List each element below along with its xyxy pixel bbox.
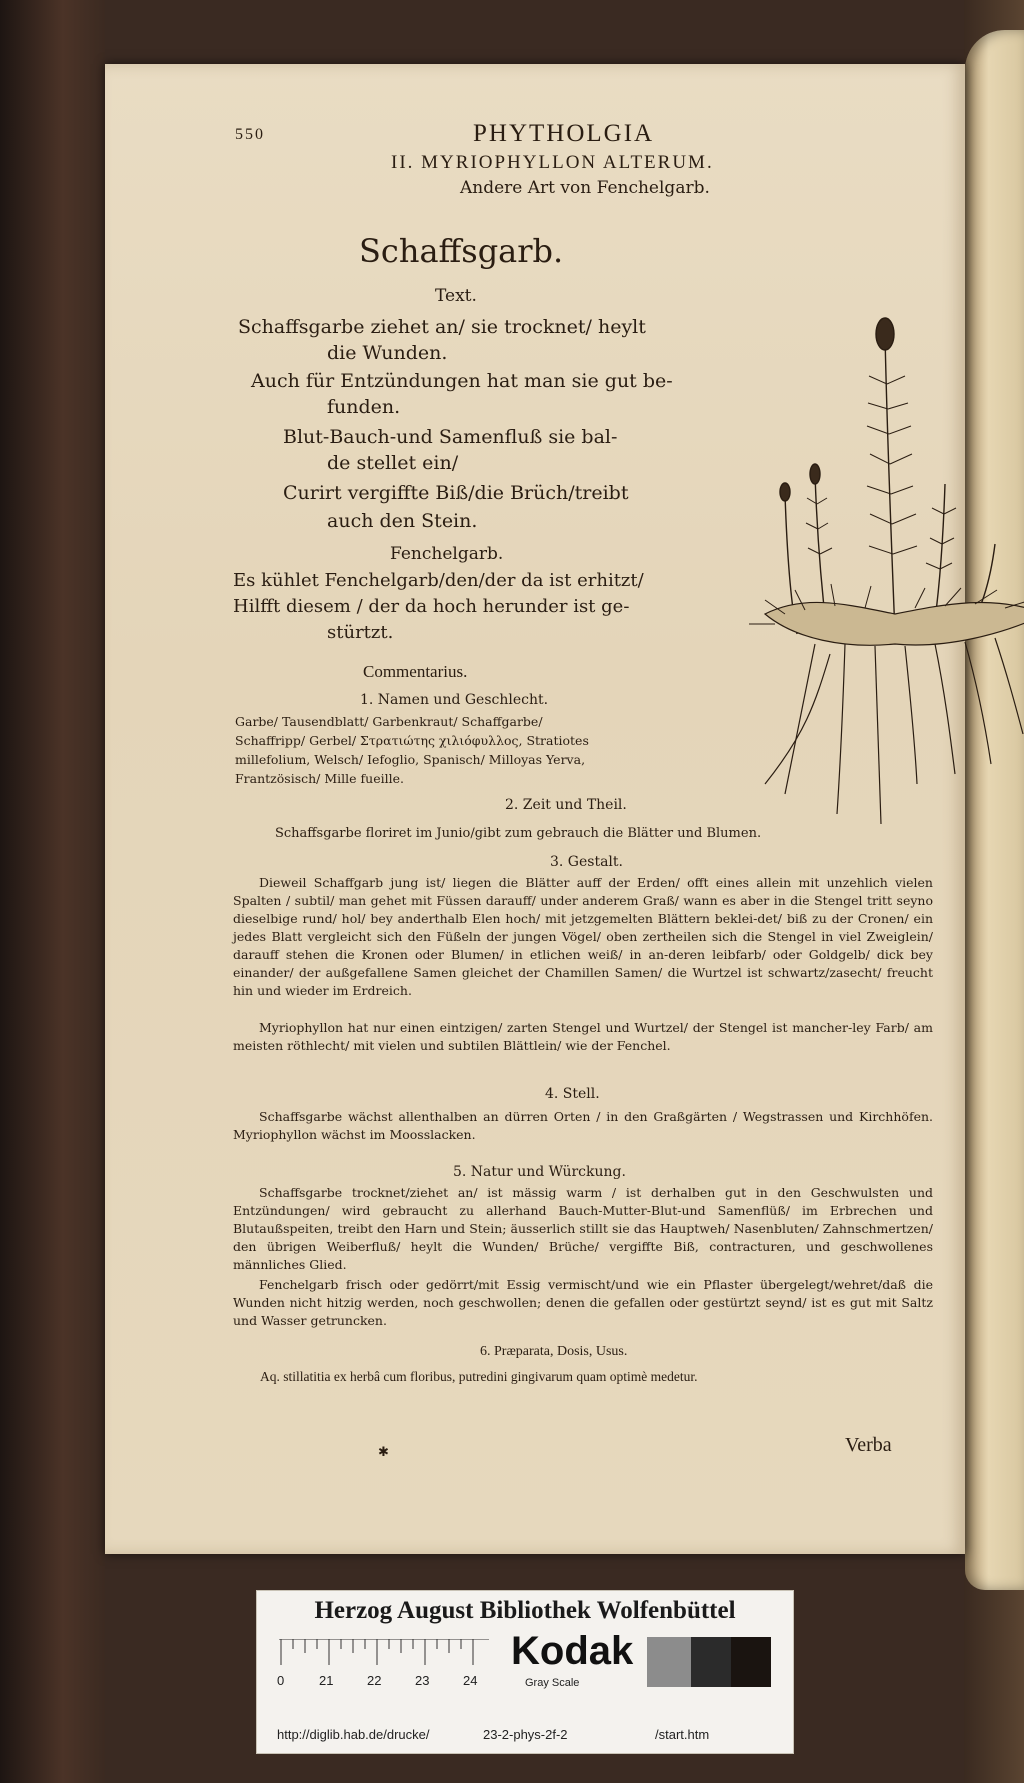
section-paragraph: Dieweil Schaffgarb jung ist/ liegen die Blätter auff der Erden/ offt eines allein mit unzehlich vielen Spalten / subtil/ man gehet mit Füssen darauff/ under anderem Graß/ wann es aber in die Stengel tritt seyno dieselbige rund/ hol/ bey anderthalb Elen hoch/ mit jetzgemelten Blättern beklei-det/ biß zu der Cronen/ ein jedes Blatt vergleicht sich den Füßeln der jungen Vögel/ oben zertheilen sich die Stengel in viel Zweiglein/ darauff stehen die Kronen oder Blumen/ in etlichen weiß/ in an-deren leibfarb/ oder Goldgelb/ dick bey einander/ der außgefallene Samen gleichet der Chamillen Samen/ die Wurtzel ist schwartz/zasecht/ freucht hin und wieder im Erdreich.	[233, 875, 933, 998]
commentarius-heading: Commentarius.	[363, 662, 468, 681]
library-name: Herzog August Bibliothek Wolfenbüttel	[314, 1597, 736, 1624]
scale-number: 0	[277, 1673, 285, 1688]
scale-number: 24	[463, 1673, 478, 1688]
verse-line: Hilfft diesem / der da hoch herunder ist ge-	[233, 596, 630, 617]
verse-line: Auch für Entzündungen hat man sie gut be-	[251, 370, 673, 392]
text-heading: Text.	[435, 286, 477, 306]
section-text: Schaffsgarbe floriret im Junio/gibt zum gebrauch die Blätter und Blumen.	[275, 826, 762, 841]
verse-line: Es kühlet Fenchelgarb/den/der da ist erhitzt/	[233, 570, 644, 591]
gray-swatch	[731, 1637, 771, 1687]
section-paragraph: Schaffsgarbe wächst allenthalben an dürren Orten / in den Graßgärten / Wegstrassen und Kirchhöfen. Myriophyllon wächst im Moosslacken.	[233, 1109, 933, 1142]
scale-number: 23	[415, 1673, 430, 1688]
second-plant-name: Fenchelgarb.	[390, 544, 504, 564]
section-heading: 1. Namen und Geschlecht.	[360, 692, 549, 708]
chapter-subtitle: Andere Art von Fenchelgarb.	[460, 178, 710, 198]
gray-scale-label: Gray Scale	[525, 1677, 580, 1689]
page-number: 550	[235, 126, 265, 143]
section-paragraph: Schaffsgarbe trocknet/ziehet an/ ist mässig warm / ist derhalben gut in den Geschwulsten und Entzündungen/ wird gebraucht zu allerhand Bauch-Mutter-Blut-und Samenflüß/ im Erbrechen und Blutaußspeiten, treibt den Harn und Stein; äusserlich stillt sie das Hauptweh/ Nasenbluten/ Zahnschmertzen/ den übrigen Weiberfluß/ heylt die Wunden/ Brüche/ vergiffte Biß, contracturen, und geschwollenes männliches Glied.	[233, 1185, 933, 1272]
ornament: ✱	[378, 1444, 391, 1459]
section-line: Garbe/ Tausendblatt/ Garbenkraut/ Schaffgarbe/	[235, 714, 543, 729]
verse-line: Blut-Bauch-und Samenfluß sie bal-	[283, 426, 618, 448]
running-head: PHYTHOLGIA	[473, 120, 655, 147]
section-heading: 3. Gestalt.	[550, 854, 623, 870]
section-line: millefolium, Welsch/ Iefoglio, Spanisch/ Milloyas Yerva,	[235, 752, 586, 767]
dark-background-left	[0, 0, 105, 1783]
verse-line: de stellet ein/	[327, 452, 459, 474]
verse-line: funden.	[327, 396, 401, 418]
section-heading: 2. Zeit und Theil.	[505, 797, 627, 813]
gray-swatch	[647, 1637, 691, 1687]
scale-number: 21	[319, 1673, 334, 1688]
kodak-logo: Kodak	[511, 1629, 634, 1673]
url-text: 23-2-phys-2f-2	[483, 1727, 568, 1742]
chapter-title: II. MYRIOPHYLLON ALTERUM.	[391, 152, 714, 173]
section-heading: 5. Natur und Würckung.	[453, 1164, 626, 1180]
verse-line: die Wunden.	[327, 342, 448, 364]
plant-name: Schaffsgarb.	[359, 232, 564, 270]
section-text: Aq. stillatitia ex herbâ cum floribus, putredini gingivarum quam optimè medetur.	[260, 1369, 698, 1384]
section-heading: 4. Stell.	[545, 1086, 600, 1102]
section-line: Schaffripp/ Gerbel/ Στρατιώτης χιλιόφυλλος, Stratiotes	[235, 733, 589, 748]
verse-line: Schaffsgarbe ziehet an/ sie trocknet/ heylt	[238, 316, 646, 338]
verse-line: stürtzt.	[327, 622, 394, 643]
measurement-scale	[279, 1639, 489, 1669]
section-paragraph: Myriophyllon hat nur einen eintzigen/ zarten Stengel und Wurtzel/ der Stengel ist mancher-ley Farb/ am meisten röthlecht/ mit vielen und subtilen Blättlein/ wie der Fenchel.	[233, 1020, 933, 1053]
url-text: /start.htm	[655, 1727, 710, 1742]
section-heading: 6. Præparata, Dosis, Usus.	[480, 1344, 628, 1359]
catchword: Verba	[845, 1434, 892, 1456]
gray-swatch	[691, 1637, 731, 1687]
verse-line: auch den Stein.	[327, 510, 478, 532]
section-line: Frantzösisch/ Mille fueille.	[235, 771, 404, 786]
section-paragraph: Fenchelgarb frisch oder gedörrt/mit Essig vermischt/und wie ein Pflaster übergelegt/wehret/daß die Wunden nicht hitzig werden, noch geschwollen; denen die gefallen oder gestürtzt seynd/ ist es gut mit Saltz und Wasser getruncken.	[233, 1277, 933, 1328]
yarrow-woodcut-illustration	[745, 314, 1024, 834]
library-reference-card	[256, 1590, 794, 1754]
book-page	[105, 64, 965, 1554]
url-text: http://diglib.hab.de/drucke/	[277, 1727, 430, 1742]
verse-line: Curirt vergiffte Biß/die Brüch/treibt	[283, 482, 629, 504]
scale-number: 22	[367, 1673, 382, 1688]
